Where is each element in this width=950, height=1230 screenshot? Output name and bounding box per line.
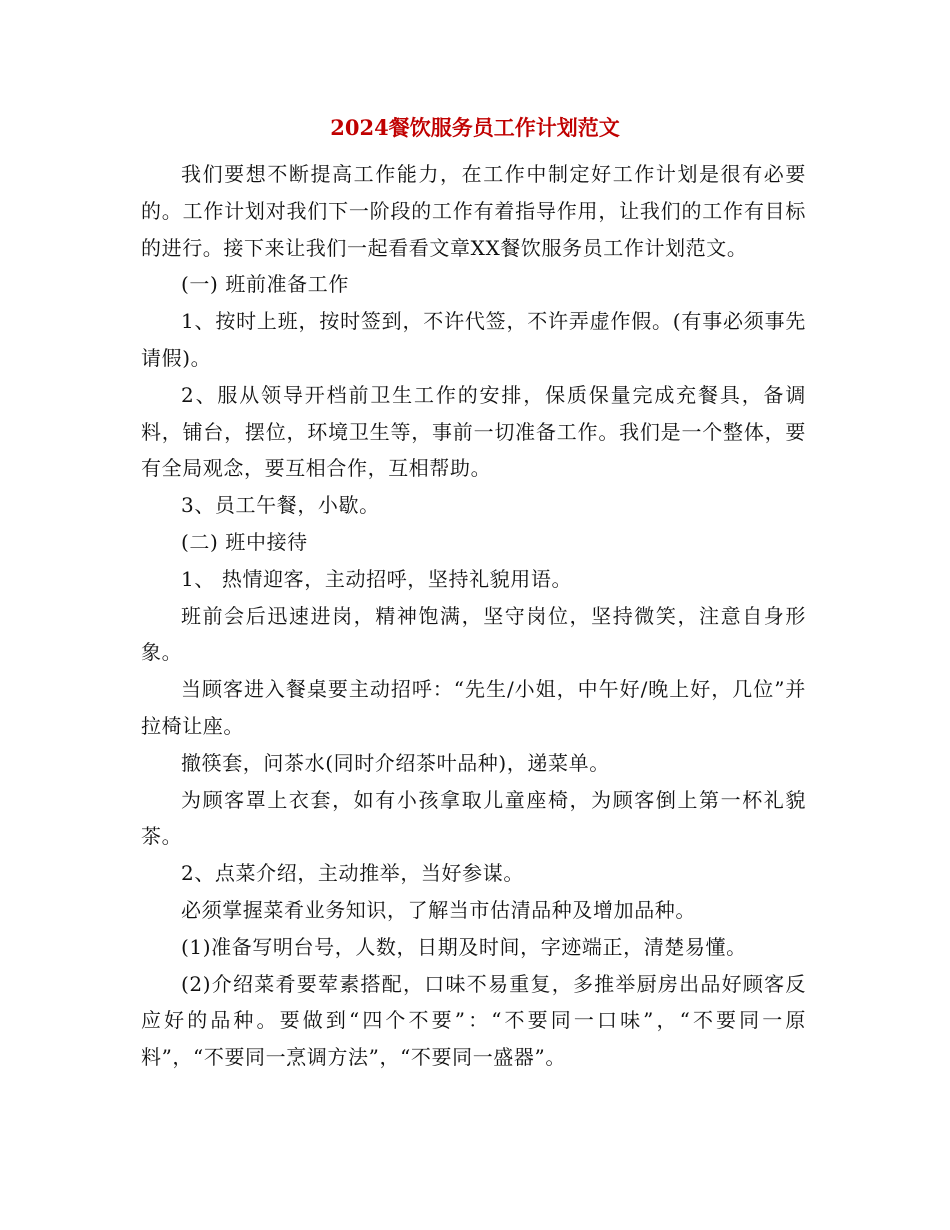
paragraph-item: 3、员工午餐，小歇。	[181, 493, 380, 518]
paragraph-item: 2、服从领导开档前卫生工作的安排，保质保量完成充餐具，备调料，铺台，摆位，环境卫生等，事前一切准备工作。我们是一个整体，要有全局观念，要互相合作，互相帮助。	[141, 382, 806, 481]
document-title: 2024餐饮服务员工作计划范文	[330, 115, 620, 140]
section-heading-before-shift: (一) 班前准备工作	[181, 272, 349, 297]
paragraph-item: 必须掌握菜肴业务知识，了解当市估清品种及增加品种。	[181, 897, 696, 922]
paragraph-item: 1、按时上班，按时签到，不许代签，不许弄虚作假。(有事必须事先请假)。	[141, 309, 806, 370]
paragraph-item: 为顾客罩上衣套，如有小孩拿取儿童座椅，为顾客倒上第一杯礼貌茶。	[141, 787, 806, 849]
paragraph-item: 班前会后迅速进岗，精神饱满，坚守岗位，坚持微笑，注意自身形象。	[141, 603, 806, 665]
paragraph-item: 撤筷套，问茶水(同时介绍茶叶品种)，递菜单。	[181, 750, 610, 775]
paragraph-item: 1、 热情迎客，主动招呼，坚持礼貌用语。	[181, 566, 573, 591]
document-body	[141, 156, 806, 1076]
paragraph-item: (2)介绍菜肴要荤素搭配，口味不易重复，多推举厨房出品好顾客反应好的品种。要做到“四个不要”：“不要同一口味”，“不要同一原料”，“不要同一烹调方法”，“不要同一盛器”。	[141, 971, 806, 1070]
paragraph-item: 2、点菜介绍，主动推举，当好参谋。	[181, 861, 524, 886]
paragraph-item: (1)准备写明台号，人数，日期及时间，字迹端正，清楚易懂。	[181, 934, 747, 959]
paragraph-item: 当顾客进入餐桌要主动招呼：“先生/小姐，中午好/晚上好，几位”并拉椅让座。	[141, 677, 806, 738]
paragraph-intro: 我们要想不断提高工作能力，在工作中制定好工作计划是很有必要的。工作计划对我们下一阶段的工作有着指导作用，让我们的工作有目标的进行。接下来让我们一起看看文章XX餐饮服务员工作计划范文。	[141, 162, 806, 260]
section-heading-during-shift: (二) 班中接待	[181, 529, 308, 554]
